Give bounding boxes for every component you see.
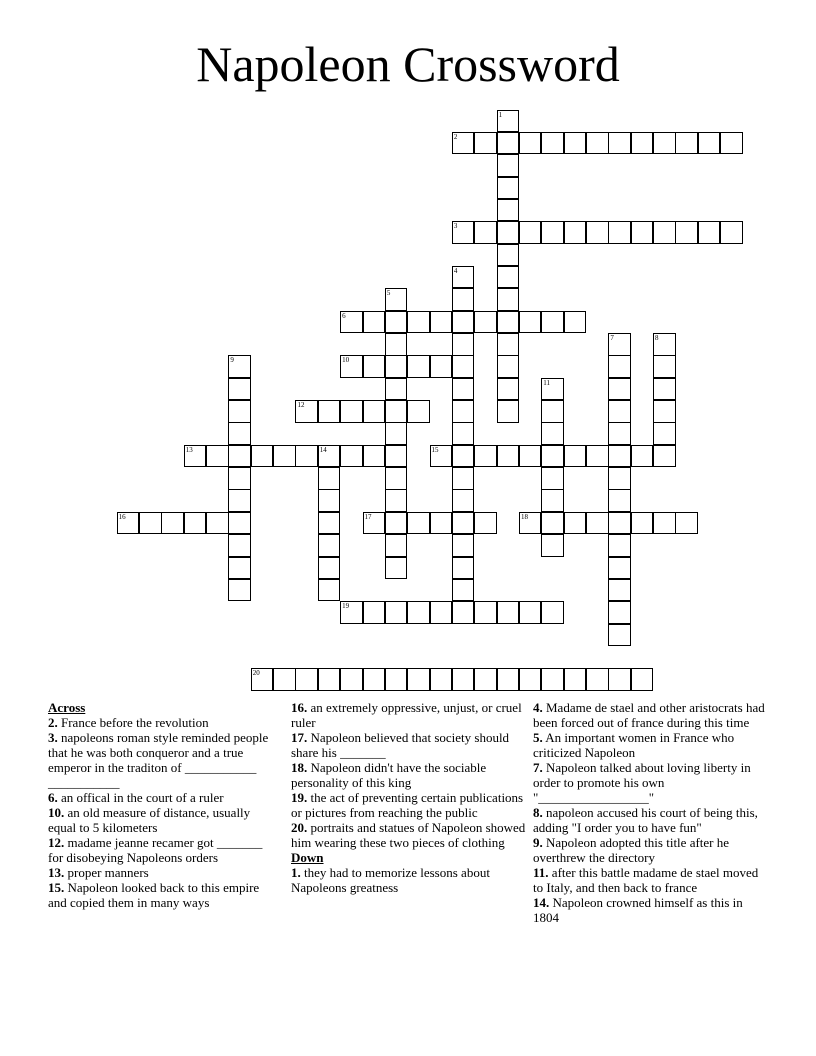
grid-cell[interactable] (228, 557, 251, 580)
grid-cell[interactable] (452, 512, 475, 535)
grid-cell[interactable] (675, 221, 698, 244)
grid-cell[interactable] (497, 266, 520, 289)
grid-cell[interactable] (541, 221, 564, 244)
grid-cell[interactable] (340, 400, 363, 423)
clue-text: an offical in the court of a ruler (57, 790, 224, 805)
grid-cell[interactable] (608, 534, 631, 557)
grid-cell[interactable] (541, 378, 564, 401)
grid-cell[interactable] (519, 601, 542, 624)
grid-cell[interactable] (385, 557, 408, 580)
grid-cell[interactable] (586, 512, 609, 535)
grid-cell[interactable] (228, 512, 251, 535)
clue-number: 20. (291, 820, 308, 835)
grid-cell[interactable] (564, 311, 587, 334)
grid-cell[interactable] (608, 579, 631, 602)
grid-cell[interactable] (541, 467, 564, 490)
clue-number: 8 (655, 334, 659, 342)
grid-cell[interactable] (653, 512, 676, 535)
clues-column-2 (291, 700, 527, 895)
grid-cell[interactable] (608, 467, 631, 490)
grid-cell[interactable] (541, 489, 564, 512)
grid-cell[interactable] (586, 132, 609, 155)
clue-text: portraits and statues of Napoleon showed him wearing these two pieces of clothing (291, 820, 526, 850)
grid-cell[interactable] (653, 333, 676, 356)
grid-cell[interactable] (117, 512, 140, 535)
grid-cell[interactable] (184, 512, 207, 535)
grid-cell[interactable] (318, 489, 341, 512)
grid-cell[interactable] (474, 445, 497, 468)
grid-cell[interactable] (228, 378, 251, 401)
clue-item (48, 865, 280, 880)
clue-item (48, 880, 280, 910)
clue-number: 20 (252, 669, 260, 678)
grid-cell[interactable] (318, 557, 341, 580)
grid-cell[interactable] (452, 132, 475, 155)
grid-cell[interactable] (541, 422, 564, 445)
clue-text: an old measure of distance, usually equal to 5 kilometers (48, 805, 251, 835)
grid-cell[interactable] (608, 422, 631, 445)
clue-number: 8. (533, 805, 543, 820)
grid-cell[interactable] (228, 355, 251, 378)
grid-cell[interactable] (228, 467, 251, 490)
clue-text: after this battle madame de stael moved to Italy, and then back to france (533, 865, 759, 895)
grid-cell[interactable] (318, 668, 341, 691)
grid-cell[interactable] (452, 489, 475, 512)
grid-cell[interactable] (519, 445, 542, 468)
clue-number: 19. (291, 790, 308, 805)
clue-number: 15 (431, 445, 439, 454)
clue-number: 5. (533, 730, 543, 745)
clue-text: Napoleon talked about loving liberty in order to promote his own "_________________" (533, 760, 751, 805)
clue-item (291, 760, 527, 790)
grid-cell[interactable] (228, 445, 251, 468)
grid-cell[interactable] (608, 378, 631, 401)
clue-item (533, 730, 765, 760)
grid-cell[interactable] (497, 199, 520, 222)
grid-cell[interactable] (295, 668, 318, 691)
clue-number: 9 (230, 356, 234, 365)
clue-number: 4 (453, 266, 458, 275)
clue-number: 7. (533, 760, 543, 775)
grid-cell[interactable] (608, 132, 631, 155)
clue-number: 10. (48, 805, 65, 820)
clue-text: An important women in France who criticized Napoleon (533, 730, 735, 760)
grid-cell[interactable] (318, 445, 341, 468)
grid-cell[interactable] (273, 445, 296, 468)
grid-cell[interactable] (452, 288, 475, 311)
grid-cell[interactable] (698, 132, 721, 155)
grid-cell[interactable] (586, 221, 609, 244)
grid-cell[interactable] (519, 668, 542, 691)
clue-item (48, 730, 280, 790)
clue-text: proper manners (64, 865, 149, 880)
grid-cell[interactable] (407, 668, 430, 691)
clue-text: France before the revolution (57, 715, 209, 730)
grid-cell[interactable] (430, 311, 453, 334)
clue-text: Napoleon didn't have the sociable personality of this king (291, 760, 487, 790)
grid-cell[interactable] (541, 534, 564, 557)
clue-item (291, 790, 527, 820)
grid-cell[interactable] (452, 400, 475, 423)
grid-cell[interactable] (452, 534, 475, 557)
grid-cell[interactable] (363, 512, 386, 535)
grid-cell[interactable] (295, 445, 318, 468)
grid-cell[interactable] (631, 512, 654, 535)
grid-cell[interactable] (675, 512, 698, 535)
grid-cell[interactable] (318, 579, 341, 602)
page-title: Napoleon Crossword (196, 36, 620, 92)
grid-cell[interactable] (273, 668, 296, 691)
grid-cell[interactable] (541, 132, 564, 155)
grid-cell[interactable] (318, 512, 341, 535)
grid-cell[interactable] (340, 601, 363, 624)
grid-cell[interactable] (385, 534, 408, 557)
grid-cell[interactable] (497, 221, 520, 244)
grid-cell[interactable] (430, 668, 453, 691)
grid-cell[interactable] (206, 445, 229, 468)
clue-number: 12 (297, 401, 305, 410)
grid-cell[interactable] (228, 400, 251, 423)
clues-column-1 (48, 700, 280, 910)
clue-number: 11. (533, 865, 549, 880)
grid-cell[interactable] (631, 221, 654, 244)
grid-cell[interactable] (407, 400, 430, 423)
grid-cell[interactable] (295, 400, 318, 423)
grid-cell[interactable] (385, 355, 408, 378)
grid-cell[interactable] (519, 221, 542, 244)
grid-cell[interactable] (474, 221, 497, 244)
clue-number: 3 (453, 222, 458, 231)
clue-text: Napoleon adopted this title after he overthrew the directory (533, 835, 730, 865)
grid-cell[interactable] (586, 445, 609, 468)
clue-number: 6 (342, 311, 346, 320)
clue-text: Napoleon crowned himself as this in 1804 (533, 895, 743, 925)
grid-cell[interactable] (385, 288, 408, 311)
grid-cell[interactable] (340, 355, 363, 378)
grid-cell[interactable] (452, 422, 475, 445)
grid-cell[interactable] (452, 355, 475, 378)
grid-cell[interactable] (497, 311, 520, 334)
grid-cell[interactable] (407, 355, 430, 378)
clue-item (533, 760, 765, 805)
clue-number: 13 (185, 445, 193, 454)
grid-cell[interactable] (564, 512, 587, 535)
grid-cell[interactable] (631, 445, 654, 468)
grid-cell[interactable] (385, 445, 408, 468)
grid-cell[interactable] (519, 512, 542, 535)
grid-cell[interactable] (497, 333, 520, 356)
grid-cell[interactable] (228, 489, 251, 512)
grid-cell[interactable] (653, 378, 676, 401)
clue-number: 1. (291, 865, 301, 880)
grid-cell[interactable] (564, 132, 587, 155)
grid-cell[interactable] (340, 668, 363, 691)
grid-cell[interactable] (452, 221, 475, 244)
grid-cell[interactable] (653, 445, 676, 468)
grid-cell[interactable] (631, 668, 654, 691)
grid-cell[interactable] (608, 489, 631, 512)
grid-cell[interactable] (363, 445, 386, 468)
grid-cell[interactable] (653, 422, 676, 445)
grid-cell[interactable] (586, 668, 609, 691)
grid-cell[interactable] (608, 333, 631, 356)
clue-item (291, 865, 527, 895)
clue-number: 17 (364, 512, 372, 521)
grid-cell[interactable] (452, 266, 475, 289)
clue-number: 14. (533, 895, 550, 910)
grid-cell[interactable] (541, 311, 564, 334)
grid-cell[interactable] (541, 668, 564, 691)
grid-cell[interactable] (564, 668, 587, 691)
grid-cell[interactable] (474, 601, 497, 624)
clue-number: 19 (342, 602, 350, 611)
grid-cell[interactable] (653, 400, 676, 423)
grid-cell[interactable] (430, 601, 453, 624)
clue-number: 9. (533, 835, 543, 850)
grid-cell[interactable] (251, 668, 274, 691)
grid-cell[interactable] (452, 445, 475, 468)
grid-cell[interactable] (385, 467, 408, 490)
grid-cell[interactable] (385, 400, 408, 423)
grid-cell[interactable] (608, 624, 631, 647)
grid-cell[interactable] (452, 378, 475, 401)
clue-item (291, 820, 527, 850)
grid-cell[interactable] (385, 378, 408, 401)
grid-cell[interactable] (474, 668, 497, 691)
grid-cell[interactable] (541, 512, 564, 535)
grid-cell[interactable] (161, 512, 184, 535)
grid-cell[interactable] (251, 445, 274, 468)
down-header: Down (291, 850, 324, 865)
grid-cell[interactable] (564, 221, 587, 244)
grid-cell[interactable] (497, 132, 520, 155)
grid-cell[interactable] (541, 445, 564, 468)
clue-item (533, 700, 765, 730)
grid-cell[interactable] (385, 333, 408, 356)
grid-cell[interactable] (363, 400, 386, 423)
grid-cell[interactable] (228, 534, 251, 557)
grid-cell[interactable] (452, 601, 475, 624)
grid-cell[interactable] (497, 400, 520, 423)
grid-cell[interactable] (608, 400, 631, 423)
clue-item (533, 805, 765, 835)
grid-cell[interactable] (497, 668, 520, 691)
grid-cell[interactable] (385, 668, 408, 691)
grid-cell[interactable] (474, 132, 497, 155)
clue-number: 3. (48, 730, 58, 745)
grid-cell[interactable] (497, 110, 520, 133)
grid-cell[interactable] (608, 445, 631, 468)
grid-cell[interactable] (318, 400, 341, 423)
clue-item (48, 790, 280, 805)
clue-text: Madame de stael and other aristocrats had been forced out of france during this time (533, 700, 765, 730)
grid-cell[interactable] (452, 579, 475, 602)
grid-cell[interactable] (474, 311, 497, 334)
grid-cell[interactable] (608, 512, 631, 535)
grid-cell[interactable] (385, 489, 408, 512)
clue-number: 11 (543, 378, 551, 387)
grid-cell[interactable] (363, 311, 386, 334)
clue-number: 10 (342, 356, 350, 365)
clue-number: 17. (291, 730, 308, 745)
grid-cell[interactable] (184, 445, 207, 468)
clue-text: they had to memorize lessons about Napoleons greatness (291, 865, 490, 895)
clue-number: 2. (48, 715, 58, 730)
grid-cell[interactable] (608, 668, 631, 691)
grid-cell[interactable] (452, 311, 475, 334)
grid-cell[interactable] (139, 512, 162, 535)
clue-item (533, 835, 765, 865)
clue-text: an extremely oppressive, unjust, or cruel ruler (291, 700, 522, 730)
clue-text: madame jeanne recamer got _______ for disobeying Napoleons orders (48, 835, 263, 865)
grid-cell[interactable] (318, 467, 341, 490)
clue-text: Napoleon looked back to this empire and copied them in many ways (48, 880, 260, 910)
grid-cell[interactable] (698, 221, 721, 244)
grid-cell[interactable] (653, 132, 676, 155)
grid-cell[interactable] (519, 132, 542, 155)
clue-item (533, 895, 765, 925)
grid-cell[interactable] (720, 132, 743, 155)
grid-cell[interactable] (206, 512, 229, 535)
grid-cell[interactable] (720, 221, 743, 244)
grid-cell[interactable] (497, 601, 520, 624)
grid-cell[interactable] (653, 355, 676, 378)
clue-item (291, 730, 527, 760)
grid-cell[interactable] (497, 177, 520, 200)
clue-number: 16 (118, 512, 126, 521)
clue-number: 14 (319, 445, 327, 454)
grid-cell[interactable] (452, 668, 475, 691)
clue-number: 1 (498, 110, 503, 119)
clue-item (48, 715, 280, 730)
clue-number: 2 (453, 132, 458, 141)
grid-cell[interactable] (452, 333, 475, 356)
grid-cell[interactable] (363, 668, 386, 691)
clue-text: napoleon accused his court of being this, adding "I order you to have fun" (533, 805, 758, 835)
clue-item (291, 700, 527, 730)
grid-cell[interactable] (497, 445, 520, 468)
clue-item (48, 805, 280, 835)
grid-cell[interactable] (318, 534, 341, 557)
clue-number: 4. (533, 700, 543, 715)
grid-cell[interactable] (474, 512, 497, 535)
grid-cell[interactable] (363, 601, 386, 624)
clue-number: 12. (48, 835, 65, 850)
clues-column-3 (533, 700, 765, 925)
clue-number: 13. (48, 865, 65, 880)
grid-cell[interactable] (228, 579, 251, 602)
grid-cell[interactable] (497, 378, 520, 401)
grid-cell[interactable] (497, 154, 520, 177)
clue-number: 7 (610, 334, 614, 342)
grid-cell[interactable] (631, 132, 654, 155)
clue-item (48, 835, 280, 865)
grid-cell[interactable] (497, 288, 520, 311)
grid-cell[interactable] (608, 221, 631, 244)
grid-cell[interactable] (608, 355, 631, 378)
grid-cell[interactable] (430, 512, 453, 535)
grid-cell[interactable] (430, 355, 453, 378)
grid-cell[interactable] (385, 512, 408, 535)
clue-item (533, 865, 765, 895)
grid-cell[interactable] (340, 311, 363, 334)
grid-cell[interactable] (407, 311, 430, 334)
clue-number: 6. (48, 790, 58, 805)
grid-cell[interactable] (608, 557, 631, 580)
grid-cell[interactable] (407, 512, 430, 535)
grid-cell[interactable] (497, 355, 520, 378)
clue-number: 5 (386, 289, 391, 298)
clue-number: 15. (48, 880, 65, 895)
grid-cell[interactable] (385, 601, 408, 624)
grid-cell[interactable] (363, 355, 386, 378)
grid-cell[interactable] (519, 311, 542, 334)
grid-cell[interactable] (653, 221, 676, 244)
grid-cell[interactable] (385, 422, 408, 445)
grid-cell[interactable] (385, 311, 408, 334)
grid-cell[interactable] (675, 132, 698, 155)
clue-text: napoleons roman style reminded people that he was both conqueror and a true emperor in the traditon of ___________ ___________ (48, 730, 269, 790)
grid-cell[interactable] (541, 601, 564, 624)
grid-cell[interactable] (228, 422, 251, 445)
clue-text: the act of preventing certain publications or pictures from reaching the public (291, 790, 524, 820)
grid-cell[interactable] (497, 244, 520, 267)
clue-number: 16. (291, 700, 308, 715)
clue-number: 18 (520, 512, 528, 521)
grid-cell[interactable] (407, 601, 430, 624)
grid-cell[interactable] (452, 557, 475, 580)
grid-cell[interactable] (340, 445, 363, 468)
clue-number: 18. (291, 760, 308, 775)
across-header: Across (48, 700, 86, 715)
grid-cell[interactable] (452, 467, 475, 490)
clue-text: Napoleon believed that society should share his _______ (291, 730, 510, 760)
grid-cell[interactable] (430, 445, 453, 468)
grid-cell[interactable] (608, 601, 631, 624)
grid-cell[interactable] (541, 400, 564, 423)
grid-cell[interactable] (564, 445, 587, 468)
